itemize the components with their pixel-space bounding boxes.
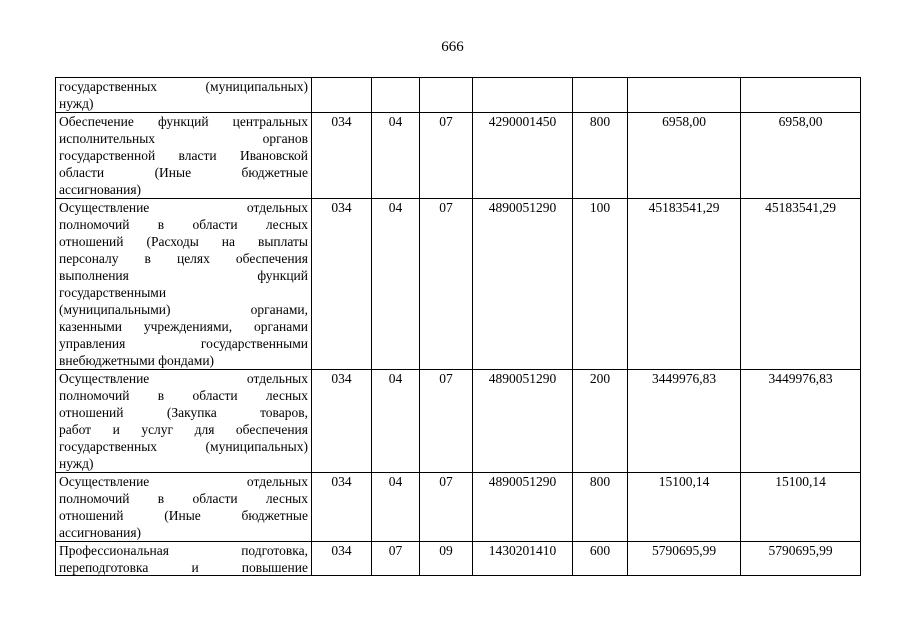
section-code: 07 (372, 542, 420, 576)
expense-name-line: отношений (Расходы на выплаты (59, 234, 308, 249)
expense-name (56, 113, 312, 199)
expense-name (56, 78, 312, 113)
table-row (56, 199, 861, 370)
section-code: 04 (372, 113, 420, 199)
expense-name-line: персоналу в целях обеспечения (59, 251, 308, 266)
expense-name-line: полномочий в области лесных (59, 388, 308, 403)
subsection-code (420, 78, 473, 113)
expense-name-line: переподготовка и повышение (59, 560, 308, 575)
table-row (56, 473, 861, 542)
subsection-code: 07 (420, 113, 473, 199)
subsection-code: 07 (420, 199, 473, 370)
expense-name-line: Обеспечение функций центральных (59, 114, 308, 129)
expense-name-line: области (Иные бюджетные (59, 165, 308, 180)
expense-type-code: 600 (573, 542, 628, 576)
expense-name-line: работ и услуг для обеспечения (59, 422, 308, 437)
amount-actual (741, 78, 861, 113)
target-article-code: 4890051290 (473, 370, 573, 473)
target-article-code (473, 78, 573, 113)
expense-name-line: нужд) (59, 96, 94, 111)
amount-actual: 15100,14 (741, 473, 861, 542)
amount-plan: 15100,14 (628, 473, 741, 542)
expense-name (56, 542, 312, 576)
expense-name-line: Осуществление отдельных (59, 474, 308, 489)
expense-type-code (573, 78, 628, 113)
expense-name-line: государственных (муниципальных) (59, 79, 308, 94)
expense-name-line: управления государственными (59, 336, 308, 351)
amount-actual: 45183541,29 (741, 199, 861, 370)
expense-name-line: (муниципальными) органами, (59, 302, 308, 317)
section-code: 04 (372, 199, 420, 370)
amount-plan: 45183541,29 (628, 199, 741, 370)
expense-name-line: Осуществление отдельных (59, 371, 308, 386)
page-number: 666 (441, 39, 464, 55)
expense-name-line: Профессиональная подготовка, (59, 543, 308, 558)
section-code (372, 78, 420, 113)
section-code: 04 (372, 370, 420, 473)
target-article-code: 4890051290 (473, 199, 573, 370)
expense-name-line: полномочий в области лесных (59, 217, 308, 232)
expense-name-line: отношений (Закупка товаров, (59, 405, 308, 420)
expense-type-code: 200 (573, 370, 628, 473)
amount-plan (628, 78, 741, 113)
expense-name-line: отношений (Иные бюджетные (59, 508, 308, 523)
expense-type-code: 100 (573, 199, 628, 370)
table-row (56, 78, 861, 113)
expense-type-code: 800 (573, 113, 628, 199)
expense-name-line: внебюджетными фондами) (59, 353, 215, 368)
amount-actual: 3449976,83 (741, 370, 861, 473)
ministry-code: 034 (312, 370, 372, 473)
expense-name-line: Осуществление отдельных (59, 200, 308, 215)
expense-name (56, 199, 312, 370)
expense-name-line: исполнительных органов (59, 131, 308, 146)
target-article-code: 4890051290 (473, 473, 573, 542)
subsection-code: 07 (420, 370, 473, 473)
section-code: 04 (372, 473, 420, 542)
expense-name-line: государственной власти Ивановской (59, 148, 308, 163)
ministry-code: 034 (312, 542, 372, 576)
subsection-code: 07 (420, 473, 473, 542)
ministry-code: 034 (312, 113, 372, 199)
budget-table (55, 77, 861, 576)
expense-name-line: казенными учреждениями, органами (59, 319, 308, 334)
amount-plan: 6958,00 (628, 113, 741, 199)
table-row (56, 542, 861, 576)
ministry-code: 034 (312, 199, 372, 370)
expense-name-line: нужд) (59, 456, 94, 471)
expense-type-code: 800 (573, 473, 628, 542)
target-article-code: 4290001450 (473, 113, 573, 199)
subsection-code: 09 (420, 542, 473, 576)
expense-name-line: выполнения функций (59, 268, 308, 283)
ministry-code (312, 78, 372, 113)
expense-name-line: государственными (59, 285, 167, 300)
expense-name (56, 370, 312, 473)
expense-name (56, 473, 312, 542)
amount-actual: 6958,00 (741, 113, 861, 199)
expense-name-line: полномочий в области лесных (59, 491, 308, 506)
amount-plan: 3449976,83 (628, 370, 741, 473)
table-row (56, 113, 861, 199)
expense-name-line: ассигнования) (59, 182, 142, 197)
amount-plan: 5790695,99 (628, 542, 741, 576)
table-row (56, 370, 861, 473)
target-article-code: 1430201410 (473, 542, 573, 576)
expense-name-line: ассигнования) (59, 525, 142, 540)
expense-name-line: государственных (муниципальных) (59, 439, 308, 454)
amount-actual: 5790695,99 (741, 542, 861, 576)
ministry-code: 034 (312, 473, 372, 542)
